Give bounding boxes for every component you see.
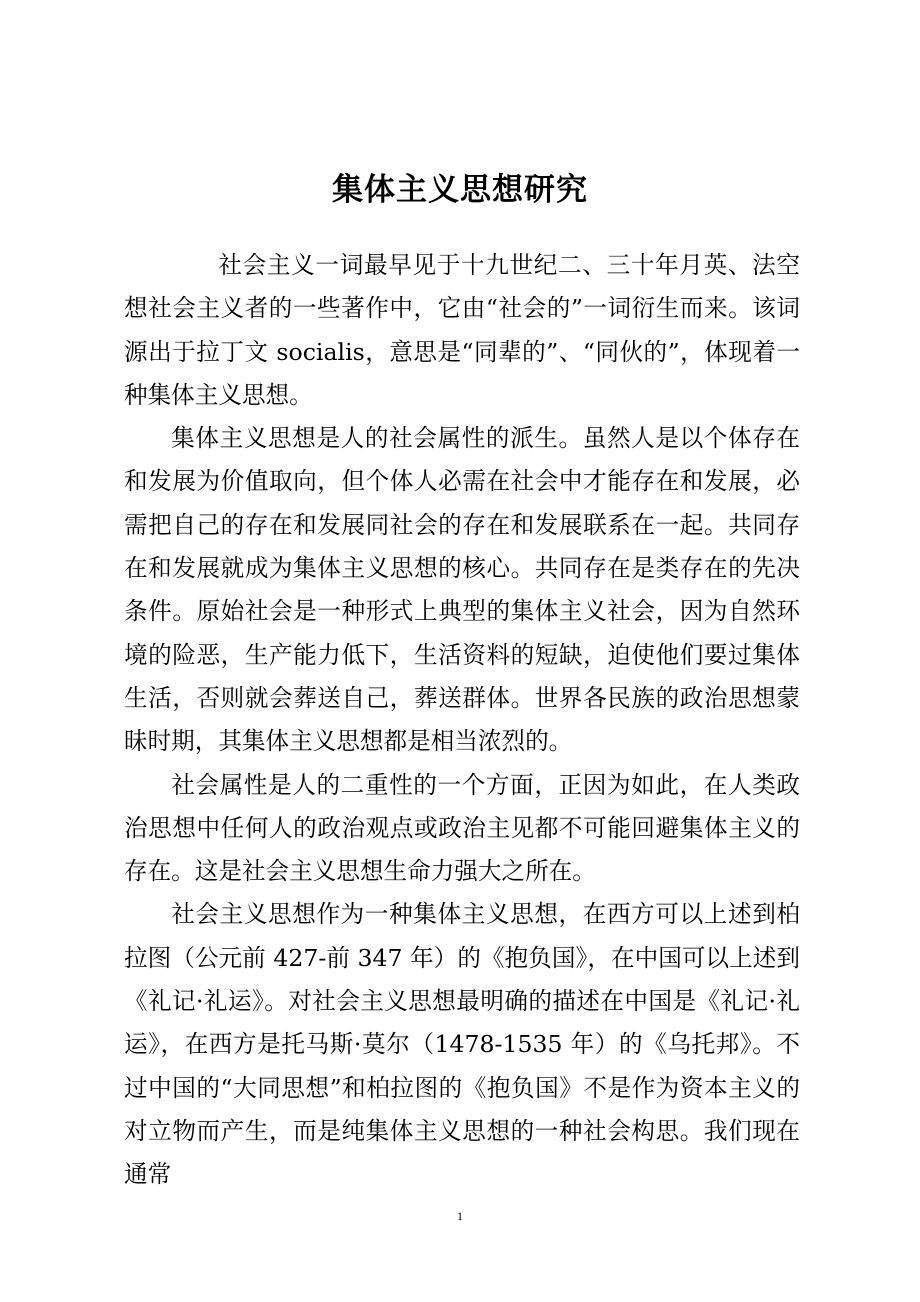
document-body	[124, 244, 800, 1197]
paragraph-2: 集体主义思想是人的社会属性的派生。虽然人是以个体存在和发展为价值取向，但个体人必需在社会中才能存在和发展，必需把自己的存在和发展同社会的存在和发展联系在一起。共同存在和发展就成为集体主义思想的核心。共同存在是类存在的先决条件。原始社会是一种形式上典型的集体主义社会，因为自然环境的险恶，生产能力低下，生活资料的短缺，迫使他们要过集体生活，否则就会葬送自己，葬送群体。世界各民族的政治思想蒙昧时期，其集体主义思想都是相当浓烈的。	[124, 424, 800, 756]
paragraph-3: 社会属性是人的二重性的一个方面，正因为如此，在人类政治思想中任何人的政治观点或政治主见都不可能回避集体主义的存在。这是社会主义思想生命力强大之所在。	[124, 770, 800, 886]
paragraph-1: 社会主义一词最早见于十九世纪二、三十年月英、法空想社会主义者的一些著作中，它由“社会的”一词衍生而来。该词源出于拉丁文 socialis，意思是“同辈的”、“同伙的”，体现着一种集体主义思想。	[124, 251, 800, 409]
paragraph-4: 社会主义思想作为一种集体主义思想，在西方可以上述到柏拉图（公元前 427-前 347 年）的《抱负国》，在中国可以上述到《礼记·礼运》。对社会主义思想最明确的描述在中国是《礼记·礼运》，在西方是托马斯·莫尔（1478-1535 年）的《乌托邦》。不过中国的“大同思想”和柏拉图的《抱负国》不是作为资本主义的对立物而产生，而是纯集体主义思想的一种社会构思。我们现在通常	[124, 900, 800, 1189]
document-title: 集体主义思想研究	[332, 172, 588, 208]
page-number: 1	[457, 1209, 463, 1223]
